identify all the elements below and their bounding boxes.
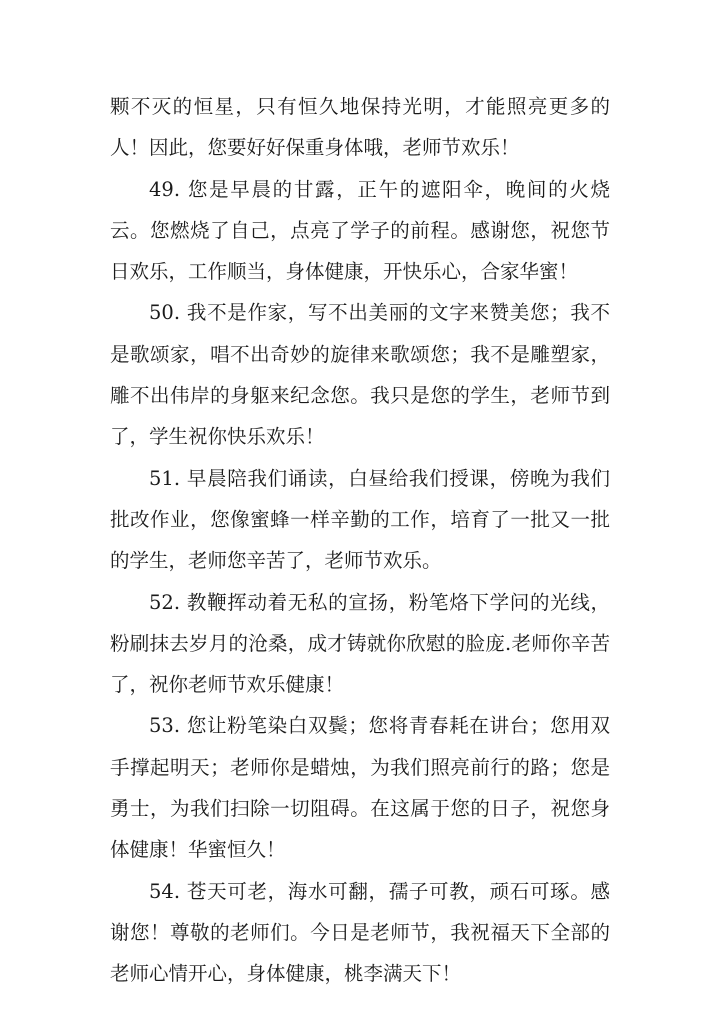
paragraph-number: 51. <box>149 466 181 490</box>
paragraph-52 <box>110 582 610 706</box>
paragraph-number: 53. <box>149 714 181 738</box>
paragraph-51 <box>110 458 610 582</box>
paragraph-text: 苍天可老，海水可翻，孺子可教，顽石可琢。感谢您！尊敬的老师们。今日是老师节，我祝福天下全部的老师心情开心，身体健康，桃李满天下！ <box>110 879 610 986</box>
paragraph-text: 早晨陪我们诵读，白昼给我们授课，傍晚为我们批改作业，您像蜜蜂一样辛勤的工作，培育了一批又一批的学生，老师您辛苦了，老师节欢乐。 <box>110 466 610 573</box>
paragraph-text: 您让粉笔染白双鬓；您将青春耗在讲台；您用双手撑起明天；老师你是蜡烛，为我们照亮前行的路；您是勇士，为我们扫除一切阻碍。在这属于您的日子，祝您身体健康！华蜜恒久！ <box>110 714 610 862</box>
paragraph-number: 50. <box>149 301 181 325</box>
paragraph-54 <box>110 871 610 995</box>
paragraph-text: 颗不灭的恒星，只有恒久地保持光明，才能照亮更多的人！因此，您要好好保重身体哦，老师节欢乐！ <box>110 95 610 160</box>
paragraph-number: 54. <box>149 879 181 903</box>
paragraph-53 <box>110 705 610 870</box>
paragraph-continued <box>110 86 610 169</box>
paragraph-49 <box>110 169 610 293</box>
paragraph-number: 52. <box>149 590 181 614</box>
paragraph-number: 49. <box>149 177 181 201</box>
document-body <box>110 86 610 995</box>
paragraph-text: 教鞭挥动着无私的宣扬，粉笔烙下学问的光线，粉刷抹去岁月的沧桑，成才铸就你欣慰的脸庞.老师你辛苦了，祝你老师节欢乐健康！ <box>110 590 610 697</box>
paragraph-text: 您是早晨的甘露，正午的遮阳伞，晚间的火烧云。您燃烧了自己，点亮了学子的前程。感谢您，祝您节日欢乐，工作顺当，身体健康，开快乐心，合家华蜜！ <box>110 177 610 284</box>
paragraph-50 <box>110 292 610 457</box>
paragraph-text: 我不是作家，写不出美丽的文字来赞美您；我不是歌颂家，唱不出奇妙的旋律来歌颂您；我不是雕塑家，雕不出伟岸的身躯来纪念您。我只是您的学生，老师节到了，学生祝你快乐欢乐！ <box>110 301 610 449</box>
